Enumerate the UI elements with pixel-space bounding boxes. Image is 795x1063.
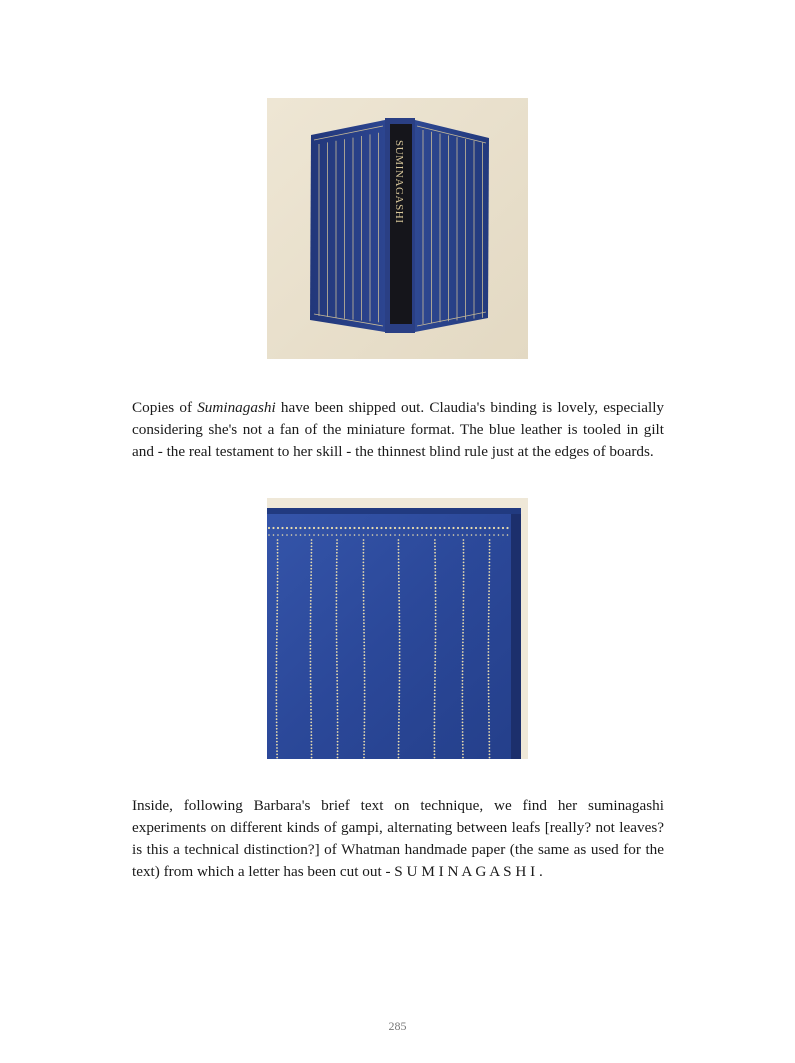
paragraph1-text-end: have been shipped out. Claudia's binding is lovely, especially considering she's not a fan of the miniature format. The blue leather is tooled in gilt and - the real testament to her skill - the thinnest blind rule just at the edges of boards. bbox=[132, 399, 665, 460]
shipping-paragraph bbox=[132, 397, 664, 463]
suminagashi-paragraph: Inside, following Barbara's brief text on technique, we find her suminagashi experiments on different kinds of gampi, alternating between leafs [really? not leaves? is this a technical distinction?] of Whatman handmade paper (the same as used for the text) from which a letter has been cut out - S U M I N A G A S H I . bbox=[132, 797, 664, 880]
spine-title: SUMINAGASHI bbox=[393, 140, 405, 224]
book-title-emphasis: Suminagashi bbox=[197, 399, 276, 416]
page-number: 285 bbox=[388, 1019, 407, 1033]
book-spine-photo bbox=[267, 98, 528, 359]
cover-detail-photo bbox=[267, 498, 528, 759]
paragraph1-text-start: Copies of bbox=[132, 399, 198, 416]
